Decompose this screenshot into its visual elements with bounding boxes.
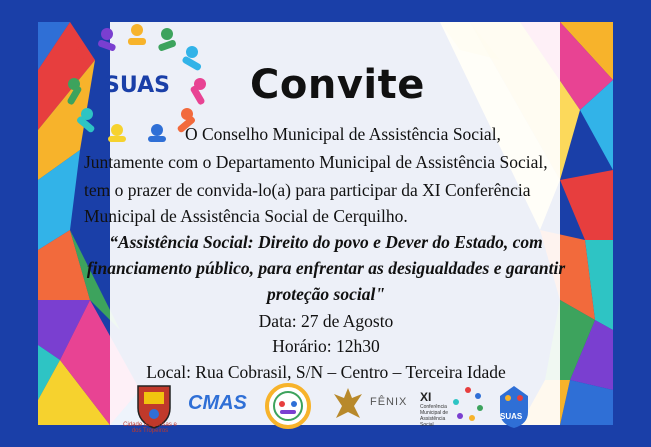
fenix-bird-icon	[330, 382, 366, 430]
event-date: Data: 27 de Agosto	[258, 311, 394, 331]
suas-small-logo	[494, 382, 534, 430]
fenix-logo-text: FÊNIX	[370, 396, 408, 408]
theme-quote-line-3: proteção social"	[266, 284, 386, 304]
cerquilho-caption: Cidade das Brisas e dos Tropeiros	[123, 422, 177, 434]
people-circle-icon	[450, 382, 486, 430]
suas-small-logo-text: SUAS	[500, 412, 523, 421]
conference-seal-logo	[262, 382, 314, 430]
suas-logo-text: SUAS	[104, 73, 170, 98]
event-location: Local: Rua Cobrasil, S/N – Centro – Terceira Idade	[146, 362, 506, 382]
event-time: Horário: 12h30	[272, 336, 380, 356]
xi-logo-subtitle: Conferência Municipal de Assistência Social	[420, 404, 449, 428]
body-line-1: O Conselho Municipal de Assistência Social,	[185, 124, 501, 144]
theme-quote-line-2: financiamento público, para enfrentar as desigualdades e garantir	[86, 258, 566, 278]
body-line-3: tem o prazer de convida-lo(a) para participar da XI Conferência	[84, 180, 531, 200]
xi-logo-title: XI	[420, 390, 432, 404]
body-line-4: Municipal de Assistência Social de Cerquilho.	[84, 206, 408, 226]
footer-logos	[120, 382, 540, 432]
cmas-logo: CMAS	[188, 392, 247, 414]
body-line-2: Juntamente com o Departamento Municipal de Assistência Social,	[84, 152, 548, 172]
theme-quote-line-1: “Assistência Social: Direito do povo e Dever do Estado, com	[109, 232, 543, 252]
page-title: Convite	[250, 62, 425, 108]
